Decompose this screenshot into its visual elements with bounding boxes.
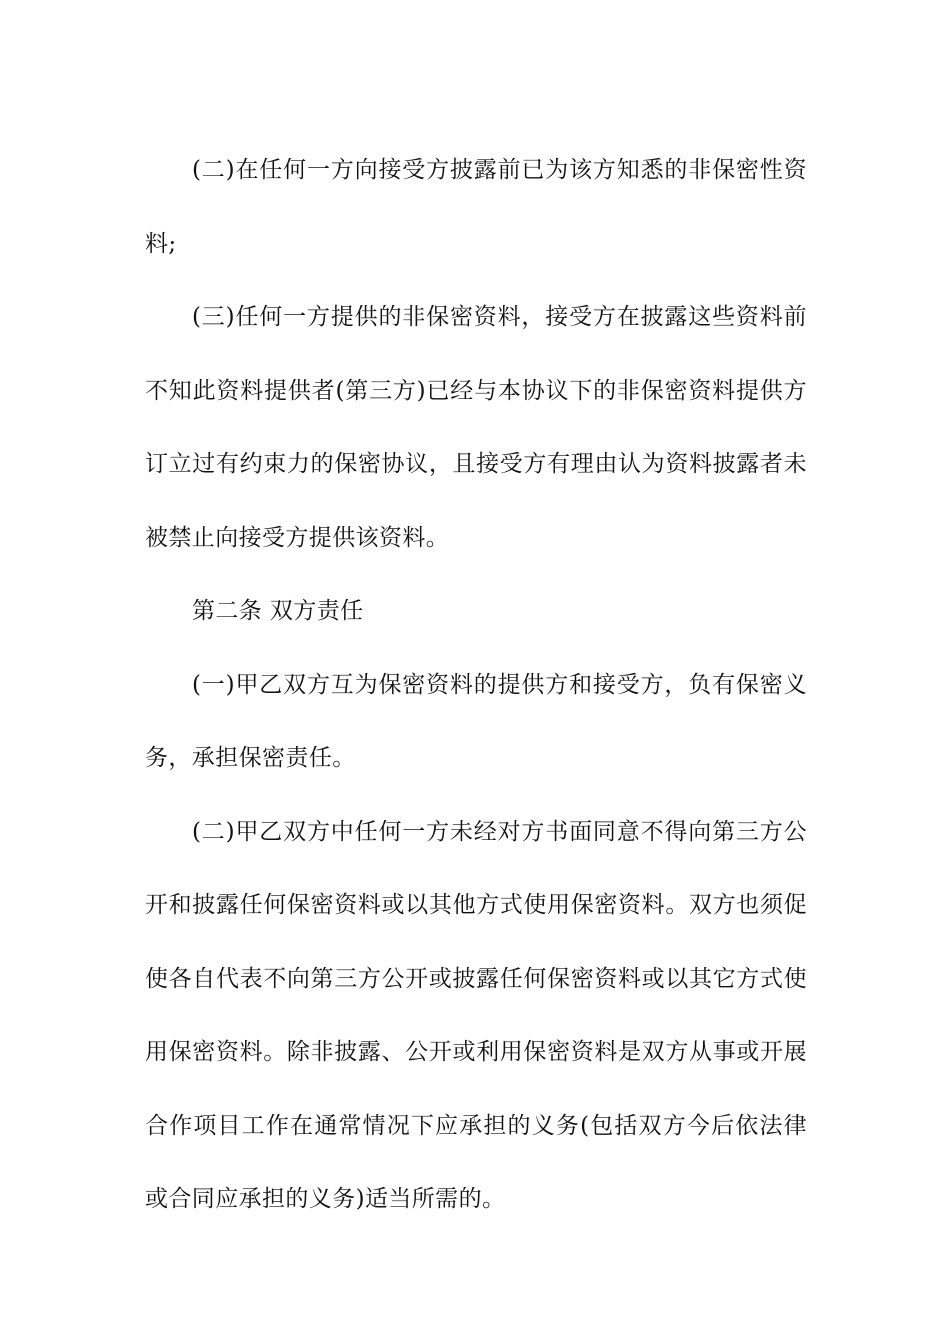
paragraph-clause-2-known-info: (二)在任何一方向接受方披露前已为该方知悉的非保密性资料;	[145, 157, 807, 257]
paragraph-non-disclosure-obligation: (二)甲乙双方中任何一方未经对方书面同意不得向第三方公开和披露任何保密资料或以其他方式使用保密资料。双方也须促使各自代表不向第三方公开或披露任何保密资料或以其它方式使用保密资料。除非披露、公开或利用保密资料是双方从事或开展合作项目工作在通常情况下应承担的义务(包括双方今后依法律或合同应承担的义务)适当所需的。	[145, 818, 807, 1212]
paragraph-clause-3-third-party-info: (三)任何一方提供的非保密资料，接受方在披露这些资料前不知此资料提供者(第三方)已经与本协议下的非保密资料提供方订立过有约束力的保密协议，且接受方有理由认为资料披露者未被禁止向接受方提供该资料。	[145, 304, 807, 551]
article-heading: 第二条 双方责任	[192, 598, 364, 624]
paragraph-mutual-confidentiality: (一)甲乙双方互为保密资料的提供方和接受方，负有保密义务，承担保密责任。	[145, 671, 807, 771]
document-body	[145, 134, 807, 1237]
